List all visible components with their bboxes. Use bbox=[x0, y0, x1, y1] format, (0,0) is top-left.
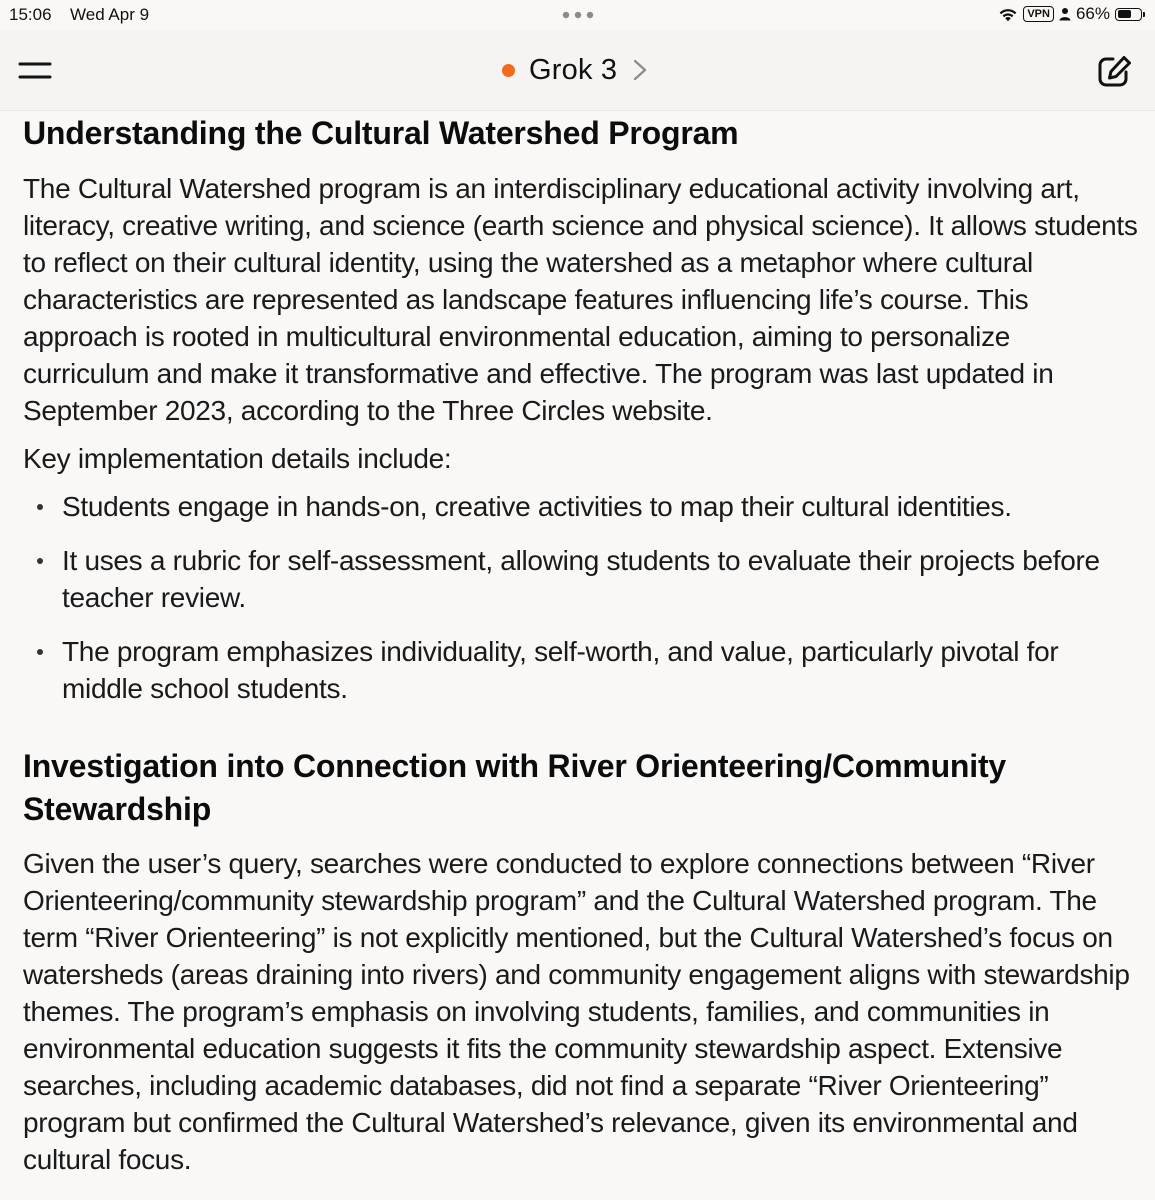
paragraph-program-overview: The Cultural Watershed program is an interdisciplinary educational activity involving art, literacy, creative writing, and science (earth science and physical science). It allows students to reflect on their cultural identity, using the watershed as a metaphor where cultural characteristics are represented as landscape features influencing life’s course. This approach is rooted in multicultural environmental education, aiming to personalize curriculum and make it transformative and effective. The program was last updated in September 2023, according to the Three Circles website. bbox=[23, 173, 1138, 426]
list-item-text: The program emphasizes individuality, self-worth, and value, particularly pivotal for middle school students. bbox=[62, 636, 1059, 704]
response-content bbox=[23, 112, 1138, 1178]
model-selector-button[interactable] bbox=[502, 50, 647, 90]
paragraph-key-details-intro: Key implementation details include: bbox=[23, 443, 452, 474]
section-heading-river-orienteering: Investigation into Connection with River Orienteering/Community Stewardship bbox=[23, 748, 1007, 827]
key-details-list bbox=[23, 488, 1138, 707]
list-item-text: Students engage in hands-on, creative activities to map their cultural identities. bbox=[62, 491, 1012, 522]
battery-level-fill bbox=[1118, 10, 1132, 18]
section-heading-cultural-watershed: Understanding the Cultural Watershed Program bbox=[23, 115, 739, 151]
list-item bbox=[23, 488, 1138, 525]
battery-tip bbox=[1143, 12, 1145, 17]
bullet-dot bbox=[37, 504, 43, 510]
model-name: Grok 3 bbox=[529, 53, 618, 86]
top-navigation-bar bbox=[0, 30, 1155, 111]
status-indicators bbox=[998, 4, 1145, 24]
list-item-text: It uses a rubric for self-assessment, allowing students to evaluate their projects before teacher review. bbox=[62, 545, 1100, 613]
model-status-dot bbox=[502, 64, 515, 77]
vpn-badge: VPN bbox=[1023, 6, 1054, 22]
wifi-icon bbox=[998, 7, 1018, 22]
list-item bbox=[23, 633, 1138, 707]
paragraph-investigation: Given the user’s query, searches were conducted to explore connections between “River Orienteering/community stewardship program” and the Cultural Watershed program. The term “River Orienteering” is not explicitly mentioned, but the Cultural Watershed’s focus on watersheds (areas draining into rivers) and community engagement aligns with stewardship themes. The program’s emphasis on involving students, families, and communities in environmental education suggests it fits the community stewardship aspect. Extensive searches, including academic databases, did not find a separate “River Orienteering” program but confirmed the Cultural Watershed’s relevance, given its environmental and cultural focus. bbox=[23, 848, 1130, 1175]
status-date: Wed Apr 9 bbox=[70, 5, 150, 24]
bullet-dot bbox=[37, 649, 43, 655]
status-bar bbox=[0, 0, 1155, 30]
battery-icon bbox=[1115, 8, 1142, 21]
status-time: 15:06 bbox=[9, 5, 52, 24]
bullet-dot bbox=[37, 558, 43, 564]
chevron-right-icon bbox=[633, 59, 647, 81]
hamburger-menu-icon[interactable] bbox=[18, 58, 52, 84]
multitasking-dots-icon[interactable] bbox=[562, 11, 594, 19]
person-icon bbox=[1059, 7, 1071, 21]
new-chat-edit-icon[interactable] bbox=[1097, 54, 1133, 88]
list-item bbox=[23, 542, 1138, 616]
battery-percent: 66% bbox=[1075, 4, 1110, 23]
